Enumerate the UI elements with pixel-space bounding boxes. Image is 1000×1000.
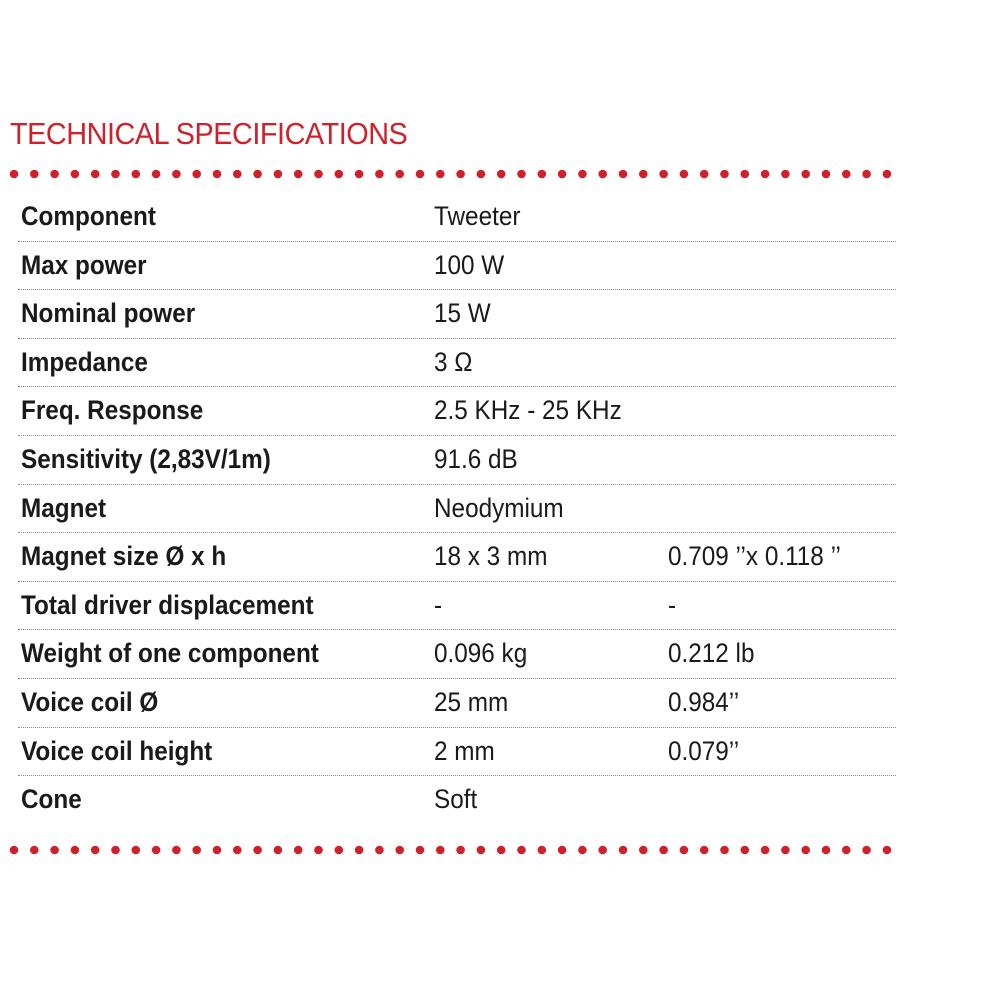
spec-value: - — [434, 589, 443, 620]
spec-row — [0, 290, 1000, 339]
divider-dot — [598, 170, 607, 179]
divider-dot — [192, 846, 201, 855]
divider-dot — [801, 170, 810, 179]
divider-dot — [639, 846, 648, 855]
divider-dot — [375, 170, 384, 179]
divider-dot — [395, 170, 404, 179]
spec-label: Voice coil Ø — [21, 686, 159, 717]
spec-value: 100 W — [434, 249, 505, 280]
spec-label: Magnet — [21, 492, 107, 523]
spec-row — [0, 436, 1000, 485]
divider-dot — [50, 846, 59, 855]
divider-dot — [538, 170, 547, 179]
divider-dot — [30, 846, 39, 855]
spec-row — [0, 776, 1000, 825]
spec-label: Voice coil height — [21, 735, 213, 766]
divider-dot — [517, 846, 526, 855]
divider-dot — [314, 170, 323, 179]
divider-dot — [416, 846, 425, 855]
divider-dot — [335, 846, 344, 855]
spec-value: 2.5 KHz - 25 KHz — [434, 395, 622, 426]
spec-label: Freq. Response — [21, 395, 204, 426]
divider-dot — [761, 846, 770, 855]
divider-dot — [822, 170, 831, 179]
spec-label: Cone — [21, 784, 82, 815]
divider-dot — [700, 170, 709, 179]
spec-row — [0, 242, 1000, 291]
spec-value: 2 mm — [434, 735, 495, 766]
divider-dot — [132, 846, 141, 855]
spec-label: Max power — [21, 249, 147, 280]
spec-row — [0, 193, 1000, 242]
divider-dot — [395, 846, 404, 855]
spec-row — [0, 387, 1000, 436]
divider-dot — [416, 170, 425, 179]
divider-dot — [91, 170, 100, 179]
divider-dot — [781, 170, 790, 179]
spec-value-imperial: 0.079’’ — [668, 735, 740, 766]
divider-dot — [659, 846, 668, 855]
divider-dot — [10, 170, 19, 179]
spec-label: Sensitivity (2,83V/1m) — [21, 443, 271, 474]
page-title: TECHNICAL SPECIFICATIONS — [10, 116, 408, 151]
spec-value: Soft — [434, 784, 478, 815]
divider-dot — [91, 846, 100, 855]
divider-dot — [822, 846, 831, 855]
spec-value-imperial: - — [668, 589, 677, 620]
divider-dot — [497, 846, 506, 855]
divider-dot — [172, 846, 181, 855]
divider-dot — [598, 846, 607, 855]
divider-dot — [335, 170, 344, 179]
spec-label: Total driver displacement — [21, 589, 314, 620]
divider-dot — [30, 170, 39, 179]
divider-dot — [842, 170, 851, 179]
divider-dot — [375, 846, 384, 855]
divider-dot — [720, 846, 729, 855]
divider-dot — [862, 170, 871, 179]
divider-dot — [253, 170, 262, 179]
spec-value-imperial: 0.212 lb — [668, 638, 755, 669]
divider-dot — [355, 846, 364, 855]
spec-label: Component — [21, 201, 156, 231]
divider-dot — [801, 846, 810, 855]
divider-dot — [111, 846, 120, 855]
divider-dot — [192, 170, 201, 179]
divider-dot — [456, 170, 465, 179]
spec-value: 3 Ω — [434, 346, 473, 377]
divider-dot — [741, 846, 750, 855]
divider-dot — [456, 846, 465, 855]
spec-row — [0, 582, 1000, 631]
divider-dot — [50, 170, 59, 179]
divider-dot — [781, 846, 790, 855]
divider-dot — [883, 170, 892, 179]
dotted-divider-top — [0, 167, 1000, 181]
divider-dot — [233, 846, 242, 855]
divider-dot — [436, 170, 445, 179]
spec-value: 15 W — [434, 298, 491, 329]
spec-label: Nominal power — [21, 298, 196, 329]
divider-dot — [517, 170, 526, 179]
divider-dot — [680, 846, 689, 855]
divider-dot — [233, 170, 242, 179]
spec-row — [0, 728, 1000, 777]
divider-dot — [619, 846, 628, 855]
divider-dot — [842, 846, 851, 855]
divider-dot — [152, 846, 161, 855]
divider-dot — [720, 170, 729, 179]
divider-dot — [619, 170, 628, 179]
divider-dot — [132, 170, 141, 179]
spec-value: Tweeter — [434, 201, 521, 231]
divider-dot — [477, 846, 486, 855]
spec-label: Magnet size Ø x h — [21, 541, 227, 572]
divider-dot — [477, 170, 486, 179]
divider-dot — [639, 170, 648, 179]
divider-dot — [862, 846, 871, 855]
spec-label: Weight of one component — [21, 638, 319, 669]
divider-dot — [497, 170, 506, 179]
divider-dot — [111, 170, 120, 179]
spec-row — [0, 485, 1000, 534]
dotted-divider-bottom — [0, 843, 1000, 857]
divider-dot — [355, 170, 364, 179]
divider-dot — [741, 170, 750, 179]
spec-row — [0, 630, 1000, 679]
divider-dot — [314, 846, 323, 855]
divider-dot — [578, 170, 587, 179]
divider-dot — [680, 170, 689, 179]
spec-value: Neodymium — [434, 492, 564, 523]
spec-label: Impedance — [21, 346, 148, 377]
spec-row — [0, 339, 1000, 388]
divider-dot — [172, 170, 181, 179]
divider-dot — [700, 846, 709, 855]
divider-dot — [10, 846, 19, 855]
divider-dot — [294, 846, 303, 855]
divider-dot — [71, 846, 80, 855]
divider-dot — [213, 170, 222, 179]
spec-row — [0, 679, 1000, 728]
divider-dot — [253, 846, 262, 855]
divider-dot — [274, 170, 283, 179]
spec-value-imperial: 0.984’’ — [668, 686, 740, 717]
divider-dot — [152, 170, 161, 179]
divider-dot — [659, 170, 668, 179]
divider-dot — [436, 846, 445, 855]
spec-value: 0.096 kg — [434, 638, 528, 669]
divider-dot — [761, 170, 770, 179]
divider-dot — [71, 170, 80, 179]
divider-dot — [883, 846, 892, 855]
divider-dot — [274, 846, 283, 855]
divider-dot — [538, 846, 547, 855]
spec-value: 91.6 dB — [434, 443, 518, 474]
divider-dot — [558, 846, 567, 855]
divider-dot — [558, 170, 567, 179]
divider-dot — [294, 170, 303, 179]
divider-dot — [213, 846, 222, 855]
spec-value-imperial: 0.709 ’’x 0.118 ’’ — [668, 541, 841, 572]
divider-dot — [578, 846, 587, 855]
spec-row — [0, 533, 1000, 582]
spec-value: 25 mm — [434, 686, 509, 717]
spec-value: 18 x 3 mm — [434, 541, 548, 572]
spec-table — [0, 193, 1000, 825]
